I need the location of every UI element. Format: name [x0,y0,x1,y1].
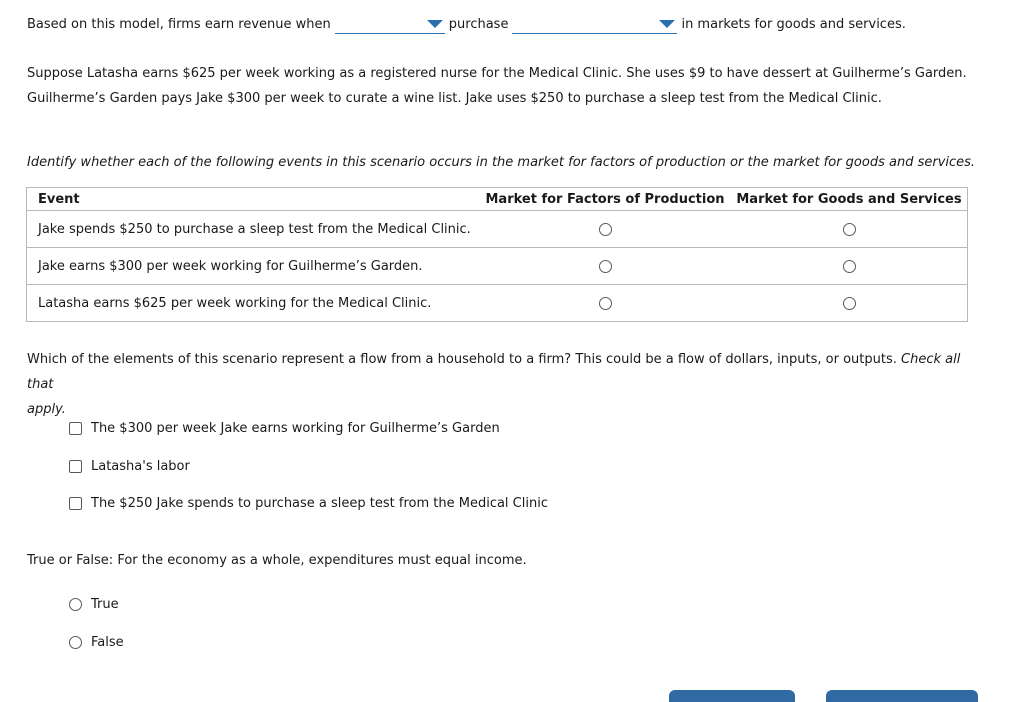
flow-option[interactable] [69,421,500,436]
fill-in-sentence [27,14,906,34]
true-false-option[interactable] [69,635,124,650]
true-radio[interactable] [69,598,82,611]
table-row [27,248,968,285]
header-goods-market: Market for Goods and Services [731,188,968,211]
flow-option-label: The $250 Jake spends to purchase a sleep test from the Medical Clinic [91,496,548,511]
flow-option-label: The $300 per week Jake earns working for Guilherme’s Garden [91,421,500,436]
scenario-line-2: Guilherme’s Garden pays Jake $300 per week to curate a wine list. Jake uses $250 to purchase a sleep test from the Medical Clinic. [27,91,882,106]
factors-market-radio[interactable] [599,223,612,236]
factors-market-radio[interactable] [599,297,612,310]
flow-question-emphasis-end: apply. [27,402,66,417]
flow-question [27,347,977,422]
flow-option[interactable] [69,496,548,511]
sentence-prefix: Based on this model, firms earn revenue when [27,16,331,32]
false-radio[interactable] [69,636,82,649]
flow-option[interactable] [69,459,190,474]
flow-question-text: Which of the elements of this scenario represent a flow from a household to a firm? This could be a flow of dollars, inputs, or outputs. [27,352,897,367]
table-instruction: Identify whether each of the following events in this scenario occurs in the market for factors of production or the market for goods and services. [27,155,976,170]
factors-market-radio[interactable] [599,260,612,273]
table-header-row [27,188,968,211]
flow-question-emphasis: Check all that [27,352,961,392]
revenue-dropdown-2[interactable] [512,15,677,34]
footer-button-right[interactable] [826,690,978,702]
table-row [27,211,968,248]
flow-option-label: Latasha's labor [91,459,190,474]
footer-button-left[interactable] [669,690,795,702]
header-event: Event [27,188,480,211]
sentence-middle: purchase [448,16,509,32]
true-label: True [91,597,119,612]
flow-option-checkbox[interactable] [69,460,82,473]
chevron-down-icon [427,20,443,28]
event-cell: Latasha earns $625 per week working for the Medical Clinic. [27,285,480,322]
true-false-question: True or False: For the economy as a whole, expenditures must equal income. [27,553,527,568]
scenario-paragraph [27,61,977,111]
goods-market-radio[interactable] [843,223,856,236]
sentence-suffix: in markets for goods and services. [681,16,906,32]
event-cell: Jake earns $300 per week working for Guilherme’s Garden. [27,248,480,285]
goods-market-radio[interactable] [843,260,856,273]
revenue-dropdown-1[interactable] [335,15,445,34]
goods-market-radio[interactable] [843,297,856,310]
market-classification-table [26,187,968,322]
flow-option-checkbox[interactable] [69,422,82,435]
header-factors-market: Market for Factors of Production [479,188,731,211]
chevron-down-icon [659,20,675,28]
false-label: False [91,635,124,650]
event-cell: Jake spends $250 to purchase a sleep test from the Medical Clinic. [27,211,480,248]
true-false-option[interactable] [69,597,119,612]
flow-option-checkbox[interactable] [69,497,82,510]
table-row [27,285,968,322]
scenario-line-1: Suppose Latasha earns $625 per week working as a registered nurse for the Medical Clinic. She uses $9 to have dessert at Guilherme’s Garden. [27,66,967,81]
